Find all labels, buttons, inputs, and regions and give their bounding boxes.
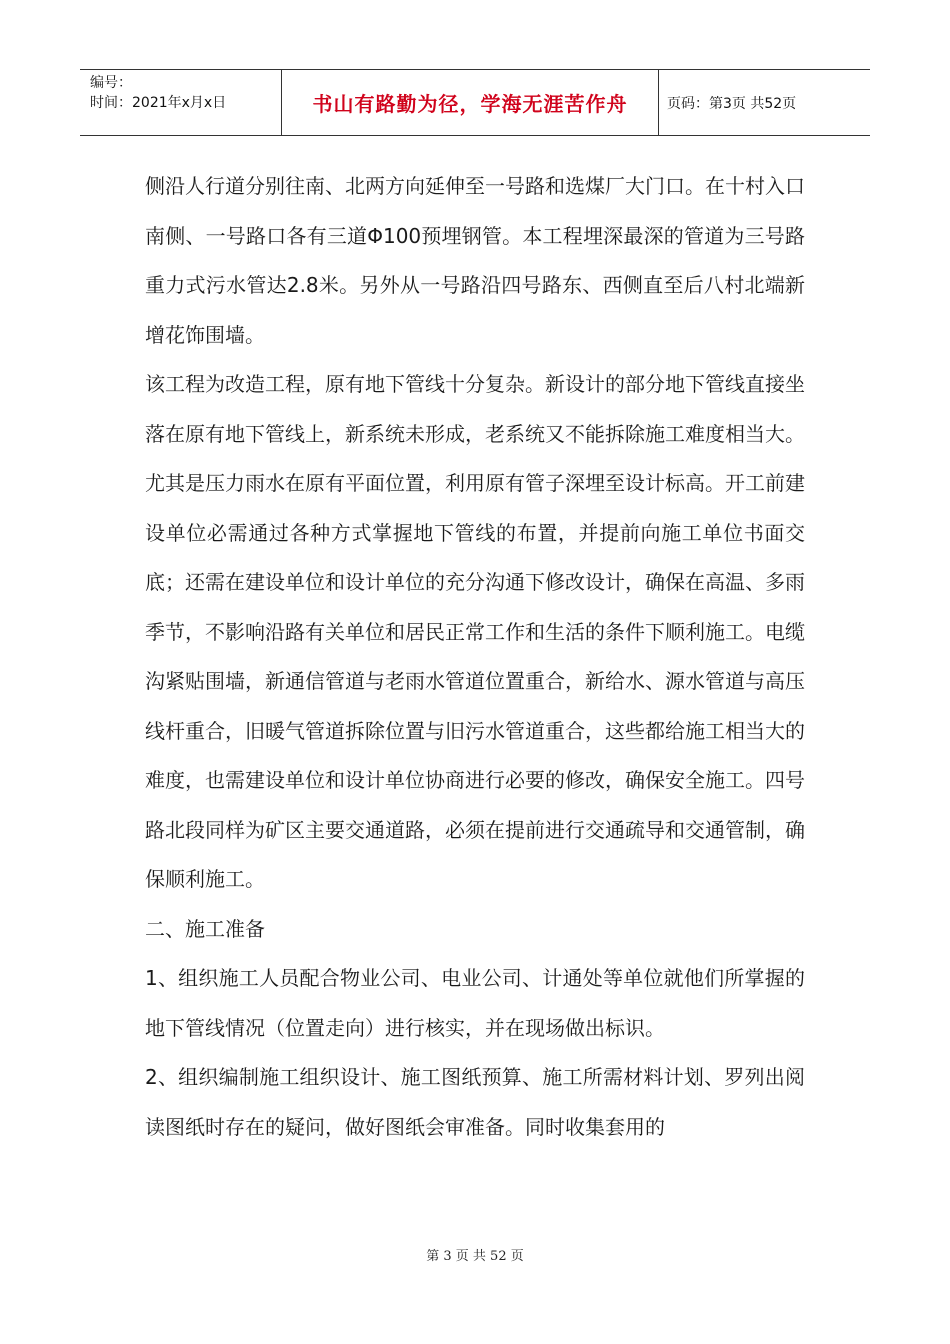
document-header [80,69,870,136]
paragraph-item-1: 1、组织施工人员配合物业公司、电业公司、计通处等单位就他们所掌握的地下管线情况（位置走向）进行核实，并在现场做出标识。 [145,966,805,1040]
paragraph-1: 侧沿人行道分别往南、北两方向延伸至一号路和选煤厂大门口。在十村入口南侧、一号路口各有三道Φ100预埋钢管。本工程埋深最深的管道为三号路重力式污水管达2.8米。另外从一号路沿四号路东、西侧直至后八村北端新增花饰围墙。 [145,174,805,347]
section-heading: 二、施工准备 [145,916,265,941]
number-label: 编号： [90,75,132,91]
header-motto: 书山有路勤为径，学海无涯苦作舟 [282,70,659,135]
header-page-info: 页码：第3页 共52页 [667,95,797,112]
header-meta [80,70,282,135]
page-footer: 第 3 页 共 52 页 [426,1249,524,1264]
document-body [145,162,805,1152]
time-label: 时间：2021年x月x日 [90,95,227,111]
paragraph-item-2: 2、组织编制施工组织设计、施工图纸预算、施工所需材料计划、罗列出阅读图纸时存在的疑问，做好图纸会审准备。同时收集套用的 [145,1065,805,1139]
paragraph-2: 该工程为改造工程，原有地下管线十分复杂。新设计的部分地下管线直接坐落在原有地下管线上，新系统未形成，老系统又不能拆除施工难度相当大。尤其是压力雨水在原有平面位置，利用原有管子深埋至设计标高。开工前建设单位必需通过各种方式掌握地下管线的布置，并提前向施工单位书面交底；还需在建设单位和设计单位的充分沟通下修改设计，确保在高温、多雨季节，不影响沿路有关单位和居民正常工作和生活的条件下顺利施工。电缆沟紧贴围墙，新通信管道与老雨水管道位置重合，新给水、源水管道与高压线杆重合，旧暖气管道拆除位置与旧污水管道重合，这些都给施工相当大的难度，也需建设单位和设计单位协商进行必要的修改，确保安全施工。四号路北段同样为矿区主要交通道路，必须在提前进行交通疏导和交通管制，确保顺利施工。 [145,372,805,891]
